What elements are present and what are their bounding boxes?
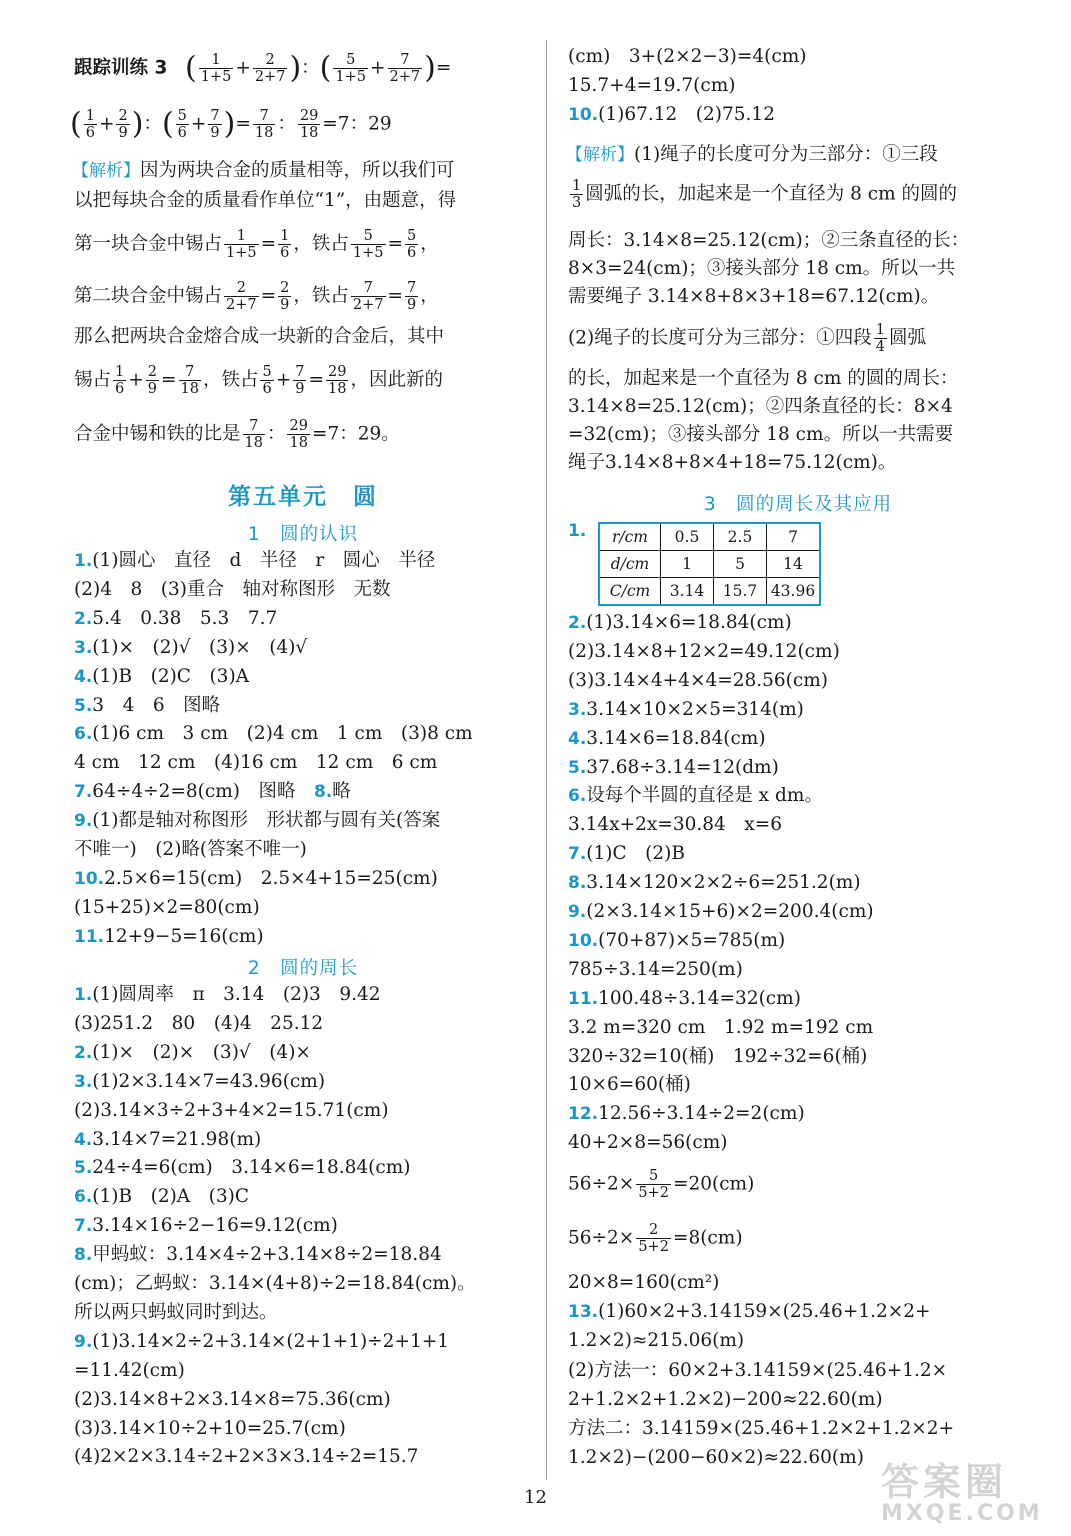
question-number: 3.	[74, 1071, 93, 1092]
fraction: $\frac{7}{9}$	[295, 364, 305, 397]
question-number: 11.	[74, 926, 105, 947]
formula-line: 56÷2× $\frac{5}{5+2}$ =20(cm)	[568, 1168, 755, 1201]
question-number: 5.	[74, 695, 93, 716]
fraction: $\frac{7}{9}$	[210, 108, 220, 141]
answer-text: 3.14×6=18.84(cm)	[586, 727, 766, 749]
question-number: 9.	[74, 1331, 93, 1352]
answer-text: 1.2×2)≈215.06(m)	[568, 1330, 745, 1352]
table-cell: 2.5	[714, 523, 767, 551]
answer-line	[568, 1299, 931, 1325]
answer-line	[74, 1300, 278, 1326]
answer-line	[568, 639, 840, 665]
question-number: 6.	[568, 786, 587, 807]
answer-line	[74, 721, 473, 747]
answer-line	[568, 870, 861, 896]
answer-text: 12.56÷3.14÷2=2(cm)	[598, 1103, 805, 1125]
section-title: 1 圆的认识	[247, 524, 359, 545]
answer-line	[568, 928, 785, 954]
answer-text: (1)B (2)A (3)C	[92, 1186, 250, 1208]
table-cell: 0.5	[661, 523, 714, 551]
tracking-exercise-line2: ( $\frac{1}{6}$ + $\frac{2}{9}$ )：( $\frac{5}{6}$ + $\frac{7}{9}$ )= $\frac{7}{18}$ ： $\frac{29}{18}$ =7：29	[70, 106, 392, 142]
answer-text: 3.14×16÷2−16=9.12(cm)	[92, 1215, 338, 1237]
answer-text: (1)60×2+3.14159×(25.46+1.2×2+	[598, 1301, 931, 1323]
fraction: $\frac{5}{6}$	[407, 228, 417, 261]
question-number: 1.	[568, 521, 587, 541]
answer-text: 略	[332, 781, 351, 803]
column-divider	[546, 40, 547, 1480]
answer-line	[74, 664, 249, 690]
answer-text: 3.2 m=320 cm 1.92 m=192 cm	[568, 1016, 874, 1038]
answer-text: 320÷32=10(桶) 192÷32=6(桶)	[568, 1045, 868, 1067]
answer-line	[568, 1387, 883, 1413]
answer-line	[568, 1015, 873, 1041]
table-row-header: C/cm	[599, 578, 661, 606]
answer-text: =11.42(cm)	[74, 1359, 185, 1381]
answer-line	[568, 1101, 805, 1127]
unit-title: 第五单元 圆	[228, 484, 378, 510]
answer-line	[568, 1270, 719, 1296]
answer-text: 1.2×2)−(200−60×2)≈22.60(m)	[568, 1447, 864, 1469]
fraction: $\frac{5}{6}$	[262, 364, 272, 397]
formula-line: 56÷2× $\frac{2}{5+2}$ =8(cm)	[568, 1222, 743, 1255]
analysis-line: 的长，加起来是一个直径为 8 cm 的圆的周长：	[568, 368, 959, 389]
answer-text: (15+25)×2=80(cm)	[74, 896, 260, 918]
question-number: 1.	[74, 985, 93, 1005]
answer-line	[74, 924, 264, 950]
fraction: $\frac{7}{18}$	[254, 108, 274, 141]
answer-line	[568, 899, 874, 925]
answer-text: (1)圆心 直径 d 半径 r 圆心 半径	[92, 550, 436, 571]
answer-text: 15.7+4=19.7(cm)	[568, 75, 736, 96]
fraction: $\frac{1}{6}$	[85, 108, 95, 141]
answer-line	[568, 726, 766, 752]
fraction: $\frac{1}{1+5}$	[200, 52, 232, 85]
answer-text: (2)4 8 (3)重合 轴对称图形 无数	[74, 578, 391, 600]
analysis-line: =32(cm)；③接头部分 18 cm。所以一共需要	[568, 424, 954, 445]
answer-text: (1)B (2)C (3)A	[92, 665, 250, 687]
question-number: 5.	[568, 757, 587, 778]
answer-line	[74, 693, 220, 719]
answer-text: (1)C (2)B	[586, 843, 685, 865]
answer-text: (2×3.14×15+6)×2=200.4(cm)	[586, 901, 874, 922]
answer-text: 3.14×120×2×2÷6=251.2(m)	[586, 872, 861, 894]
table-row	[599, 578, 820, 606]
answer-text: (1)× (2)√ (3)× (4)√	[92, 636, 308, 658]
answer-text: (70+87)×5=785(m)	[598, 929, 786, 951]
answer-text: 10×6=60(桶)	[568, 1074, 691, 1096]
fraction: $\frac{7}{9}$	[407, 280, 417, 313]
answer-line	[74, 1155, 410, 1181]
fraction: $\frac{7}{18}$	[180, 364, 199, 397]
question-number: 9.	[74, 811, 93, 832]
answer-line	[568, 102, 775, 128]
question-number: 4.	[74, 1129, 93, 1150]
answer-line	[74, 1127, 261, 1153]
table-cell: 43.96	[767, 578, 821, 606]
answer-text: 所以两只蚂蚁同时到达。	[74, 1301, 278, 1323]
answer-text: (1)3.14×2÷2+3.14×(2+1+1)÷2+1+1	[92, 1330, 449, 1352]
question-number: 3.	[74, 637, 93, 658]
answer-text: (1)67.12 (2)75.12	[598, 104, 775, 125]
answer-text: (3)3.14×10÷2+10=25.7(cm)	[74, 1417, 346, 1439]
answer-line	[74, 750, 437, 776]
answer-text: 20×8=160(cm²)	[568, 1272, 720, 1293]
answer-line	[74, 1329, 449, 1355]
table-cell: 5	[714, 551, 767, 578]
analysis-line: 第二块合金中锡占 $\frac{2}{2+7}$ = $\frac{2}{9}$ ，铁占 $\frac{7}{2+7}$ = $\frac{7}{9}$ ，	[74, 280, 439, 313]
analysis-line: 周长：3.14×8=25.12(cm)；②三条直径的长：	[568, 230, 970, 251]
answer-text: 不唯一) (2)略(答案不唯一)	[74, 839, 307, 860]
question-number: 5.	[74, 1158, 93, 1179]
answer-line	[74, 577, 390, 603]
fraction: $\frac{1}{6}$	[280, 228, 290, 261]
question-number: 3.	[568, 699, 587, 720]
question-number: 6.	[74, 1187, 93, 1208]
table-row-header: r/cm	[599, 523, 661, 551]
answer-line	[74, 548, 435, 574]
answer-text: (1)2×3.14×7=43.96(cm)	[92, 1070, 326, 1092]
answer-line	[74, 1358, 185, 1384]
answer-text: (1)6 cm 3 cm (2)4 cm 1 cm (3)8 cm	[92, 723, 473, 745]
analysis-line: 以把每块合金的质量看作单位“1”，由题意，得	[74, 190, 457, 211]
answer-line	[568, 986, 801, 1012]
answer-line	[568, 1445, 864, 1471]
analysis-line: 8×3=24(cm)；③接头部分 18 cm。所以一共	[568, 258, 956, 279]
answer-line	[568, 1358, 947, 1384]
table-cell: 3.14	[661, 578, 714, 606]
fraction: $\frac{1}{6}$	[115, 364, 125, 397]
question-number: 10.	[568, 105, 599, 125]
fraction: $\frac{7}{2+7}$	[389, 52, 421, 85]
analysis-line: (2)绳子的长度可分为三部分：①四段 $\frac{1}{4}$ 圆弧	[568, 322, 926, 355]
fraction: $\frac{2}{2+7}$	[226, 280, 257, 313]
answer-line	[74, 779, 351, 805]
fraction: $\frac{2}{9}$	[280, 280, 290, 313]
analysis-line: 合金中锡和铁的比是 $\frac{7}{18}$ ： $\frac{29}{18}$ =7：29。	[74, 418, 400, 451]
answer-text: 3.14×10×2×5=314(m)	[586, 698, 804, 720]
answer-line	[74, 837, 307, 863]
answer-line	[74, 866, 438, 892]
question-number: 2.	[568, 613, 587, 633]
analysis-line: 【解析】因为两块合金的质量相等，所以我们可	[72, 160, 455, 181]
question-number: 2.	[74, 1042, 93, 1063]
answer-text: 100.48÷3.14=32(cm)	[598, 987, 801, 1009]
answer-line	[568, 1130, 727, 1156]
answer-line	[568, 697, 804, 723]
fraction: $\frac{5}{1+5}$	[352, 228, 384, 261]
table-cell: 7	[767, 523, 821, 551]
answer-text: (2)3.14×3÷2+3+4×2=15.71(cm)	[74, 1099, 389, 1121]
question-number: 7.	[74, 782, 93, 803]
fraction: $\frac{2}{2+7}$	[254, 52, 286, 85]
question-number: 8.	[314, 782, 333, 803]
table-row-header: d/cm	[599, 551, 661, 578]
fraction: $\frac{5}{6}$	[177, 108, 187, 141]
answer-text: 40+2×8=56(cm)	[568, 1132, 728, 1154]
fraction: $\frac{5}{5+2}$	[638, 1168, 669, 1201]
answer-text: 24÷4=6(cm) 3.14×6=18.84(cm)	[92, 1157, 411, 1179]
question-number: 7.	[568, 844, 587, 865]
answer-line	[568, 610, 792, 636]
fraction: $\frac{1}{1+5}$	[226, 228, 257, 261]
fraction: $\frac{2}{9}$	[118, 108, 128, 141]
fraction: $\frac{1}{4}$	[875, 322, 885, 355]
question-number: 6.	[74, 724, 93, 745]
table-cell: 14	[767, 551, 821, 578]
question-number: 8.	[74, 1245, 93, 1266]
tracking-exercise-line1: 跟踪训练 3 ( $\frac{1}{1+5}$ + $\frac{2}{2+7}$ )：( $\frac{5}{1+5}$ + $\frac{7}{2+7}$ )=	[74, 50, 452, 86]
answer-line	[74, 635, 307, 661]
answer-line	[568, 44, 806, 70]
analysis-line: 需要绳子 3.14×8+8×3+18=67.12(cm)。	[568, 286, 940, 307]
answer-line	[568, 755, 779, 781]
answer-line	[74, 1040, 311, 1066]
answer-line	[568, 957, 743, 983]
question-number: 9.	[568, 902, 587, 922]
answer-line	[74, 895, 260, 921]
answer-line	[74, 1271, 476, 1297]
answer-text: 2.5×6=15(cm) 2.5×4+15=25(cm)	[104, 867, 438, 889]
question-number: 10.	[74, 868, 105, 889]
answer-line	[74, 1387, 391, 1413]
question-number: 2.	[74, 608, 93, 629]
analysis-line: 那么把两块合金熔合成一块新的合金后，其中	[74, 326, 445, 347]
fraction: $\frac{29}{18}$	[327, 364, 347, 397]
answer-text: 甲蚂蚁：3.14×4÷2+3.14×8÷2=18.84	[92, 1244, 442, 1266]
analysis-line: 第一块合金中锡占 $\frac{1}{1+5}$ = $\frac{1}{6}$ ，铁占 $\frac{5}{1+5}$ = $\frac{5}{6}$ ，	[74, 228, 439, 261]
answer-line	[568, 668, 828, 694]
analysis-line: $\frac{1}{3}$ 圆弧的长，加起来是一个直径为 8 cm 的圆的	[572, 178, 958, 211]
fraction: $\frac{29}{18}$	[299, 108, 319, 141]
answer-text: 3.14x+2x=30.84 x=6	[568, 814, 782, 836]
fraction: $\frac{2}{9}$	[147, 364, 157, 397]
question-number: 12.	[568, 1104, 599, 1125]
answer-line	[74, 1184, 249, 1210]
answer-line	[568, 1416, 954, 1442]
answer-text: 方法二：3.14159×(25.46+1.2×2+1.2×2+	[568, 1418, 955, 1439]
section-title: 2 圆的周长	[247, 958, 359, 979]
answer-text: (2)方法一：60×2+3.14159×(25.46+1.2×	[568, 1359, 948, 1381]
answer-line	[74, 1416, 346, 1442]
answer-text: 5.4 0.38 5.3 7.7	[92, 607, 278, 629]
answer-line	[568, 812, 782, 838]
answer-text: (2)3.14×8+2×3.14×8=75.36(cm)	[74, 1388, 391, 1410]
answer-text: (cm)；乙蚂蚁：3.14×(4+8)÷2=18.84(cm)。	[74, 1273, 476, 1294]
watermark-logo: 答案圈 MXQE.COM	[881, 1460, 1043, 1526]
fraction: $\frac{29}{18}$	[289, 418, 308, 451]
fraction: $\frac{2}{5+2}$	[638, 1222, 669, 1255]
table-cell: 1	[661, 551, 714, 578]
answer-line	[568, 841, 685, 867]
answer-line	[74, 808, 440, 834]
answer-text: 2+1.2×2+1.2×2)−200≈22.60(m)	[568, 1388, 883, 1410]
answer-text: (1)× (2)× (3)√ (4)×	[92, 1041, 311, 1063]
fraction: $\frac{7}{2+7}$	[352, 280, 384, 313]
answer-line	[568, 1072, 691, 1098]
radius-diameter-circumference-table	[598, 522, 821, 606]
question-number: 4.	[568, 728, 587, 749]
table-row	[599, 551, 820, 578]
answer-line	[74, 1242, 442, 1268]
answer-text: 785÷3.14=250(m)	[568, 958, 743, 980]
fraction: $\frac{1}{3}$	[572, 178, 582, 211]
answer-text: (1)圆周率 π 3.14 (2)3 9.42	[92, 984, 381, 1005]
analysis-line: 【解析】(1)绳子的长度可分为三部分：①三段	[566, 144, 938, 165]
answer-text: 3 4 6 图略	[92, 694, 221, 716]
answer-text: (3)251.2 80 (4)4 25.12	[74, 1012, 324, 1034]
answer-text: (cm) 3+(2×2−3)=4(cm)	[568, 46, 807, 67]
answer-text: 37.68÷3.14=12(dm)	[586, 756, 779, 778]
analysis-line: 锡占 $\frac{1}{6}$ + $\frac{2}{9}$ = $\frac{7}{18}$ ，铁占 $\frac{5}{6}$ + $\frac{7}{9}$ = $\frac{29}{18}$ ，因此新的	[74, 364, 443, 397]
answer-text: (2)3.14×8+12×2=49.12(cm)	[568, 640, 840, 662]
page-number: 12	[524, 1487, 547, 1508]
table-cell: 15.7	[714, 578, 767, 606]
fraction: $\frac{7}{18}$	[244, 418, 263, 451]
answer-line	[568, 783, 823, 809]
question-number: 11.	[568, 988, 599, 1009]
answer-text: (3)3.14×4+4×4=28.56(cm)	[568, 669, 829, 691]
question-number: 10.	[568, 930, 599, 951]
answer-line	[74, 1011, 323, 1037]
section-title: 3 圆的周长及其应用	[703, 494, 893, 515]
question-number: 8.	[568, 873, 587, 894]
table-row	[599, 523, 820, 551]
answer-text: 64÷4÷2=8(cm) 图略	[92, 781, 314, 803]
question-number: 1.	[74, 551, 93, 571]
analysis-line: 绳子3.14×8+8×4+18=75.12(cm)。	[568, 452, 897, 473]
answer-line	[74, 1069, 325, 1095]
question-number: 4.	[74, 666, 93, 687]
answer-line	[74, 1444, 418, 1470]
answer-text: 4 cm 12 cm (4)16 cm 12 cm 6 cm	[74, 752, 438, 774]
answer-text: (1)都是轴对称图形 形状都与圆有关(答案	[92, 810, 441, 832]
answer-line	[568, 73, 736, 99]
answer-line	[74, 1098, 389, 1124]
fraction: $\frac{5}{1+5}$	[335, 52, 366, 85]
answer-text: 3.14×7=21.98(m)	[92, 1128, 262, 1150]
answer-line	[74, 606, 277, 632]
answer-text: (1)3.14×6=18.84(cm)	[586, 612, 792, 633]
answer-line	[568, 1044, 867, 1070]
answer-line	[568, 1328, 744, 1354]
answer-line	[74, 1213, 338, 1239]
answer-line	[74, 982, 381, 1008]
question-number: 7.	[74, 1216, 93, 1237]
answer-text: 12+9−5=16(cm)	[104, 925, 264, 947]
answer-text: (4)2×2×3.14÷2+2×3×3.14÷2=15.7	[74, 1446, 419, 1468]
question-number: 13.	[568, 1302, 599, 1323]
answer-text: 设每个半圆的直径是 x dm。	[586, 785, 823, 807]
analysis-line: 3.14×8=25.12(cm)；②四条直径的长：8×4	[568, 396, 953, 417]
